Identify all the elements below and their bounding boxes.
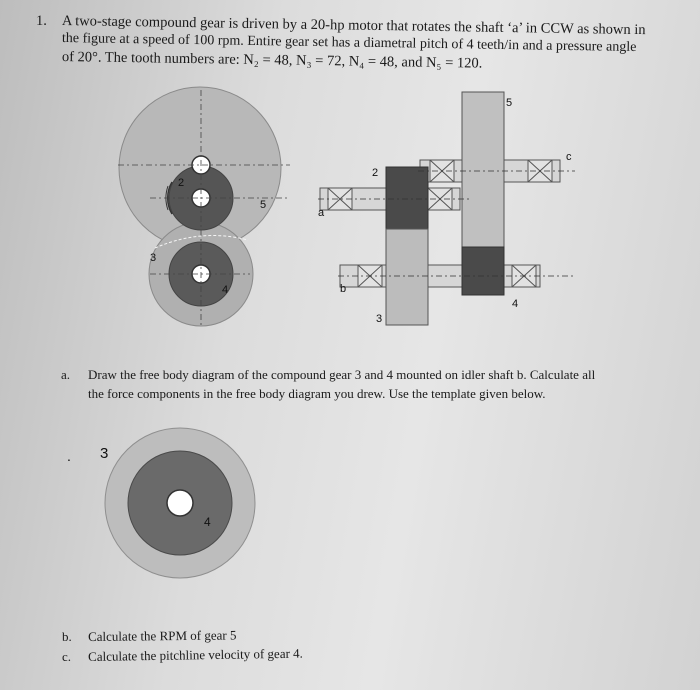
template-label-gear4: 4 xyxy=(204,515,211,529)
part-a-line-1: Draw the free body diagram of the compound gear 3 and 4 mounted on idler shaft b. Calculate all xyxy=(88,367,596,382)
part-c-text: Calculate the pitchline velocity of gear 4. xyxy=(87,645,303,664)
template-dot-mark: . xyxy=(67,448,71,464)
label-shaft-a: a xyxy=(318,207,325,219)
part-a-letter: a. xyxy=(61,367,71,382)
front-label-gear4: 4 xyxy=(222,284,229,296)
label-shaft-b: b xyxy=(340,283,347,295)
part-a-line-2: the force components in the free body diagram you drew. Use the template given below. xyxy=(88,386,546,401)
front-view xyxy=(118,87,290,326)
side-gear-3 xyxy=(386,229,428,325)
side-label-gear5: 5 xyxy=(506,97,513,109)
side-view xyxy=(318,92,575,325)
problem-line-1: A two-stage compound gear is driven by a 20-hp motor that rotates the shaft ‘a’ in CCW as shown in xyxy=(61,13,646,39)
front-label-gear2: 2 xyxy=(178,177,185,189)
problem-line-3: of 20°. The tooth numbers are: N₂ = 48, N₃ = 72, N₄ = 48, and N₅ = 120. xyxy=(61,49,483,72)
side-label-gear2: 2 xyxy=(372,167,379,179)
side-gear-4 xyxy=(462,247,504,295)
template-figure xyxy=(67,428,255,578)
template-label-gear3: 3 xyxy=(100,445,109,462)
problem-line-2: the figure at a speed of 100 rpm. Entire gear set has a diametral pitch of 4 teeth/in and a pressure angle xyxy=(61,31,637,56)
template-shaft-hole xyxy=(167,490,193,516)
side-gear-2 xyxy=(386,167,428,229)
side-gear-5 xyxy=(462,92,504,247)
label-shaft-c: c xyxy=(566,151,572,163)
part-b-text: Calculate the RPM of gear 5 xyxy=(87,627,237,644)
part-b-letter: b. xyxy=(62,629,72,644)
front-label-gear3: 3 xyxy=(150,252,157,264)
part-c-letter: c. xyxy=(62,649,72,664)
side-label-gear3: 3 xyxy=(376,313,383,325)
side-label-gear4: 4 xyxy=(512,298,519,310)
front-label-gear5: 5 xyxy=(260,199,267,211)
problem-number: 1. xyxy=(36,13,47,29)
